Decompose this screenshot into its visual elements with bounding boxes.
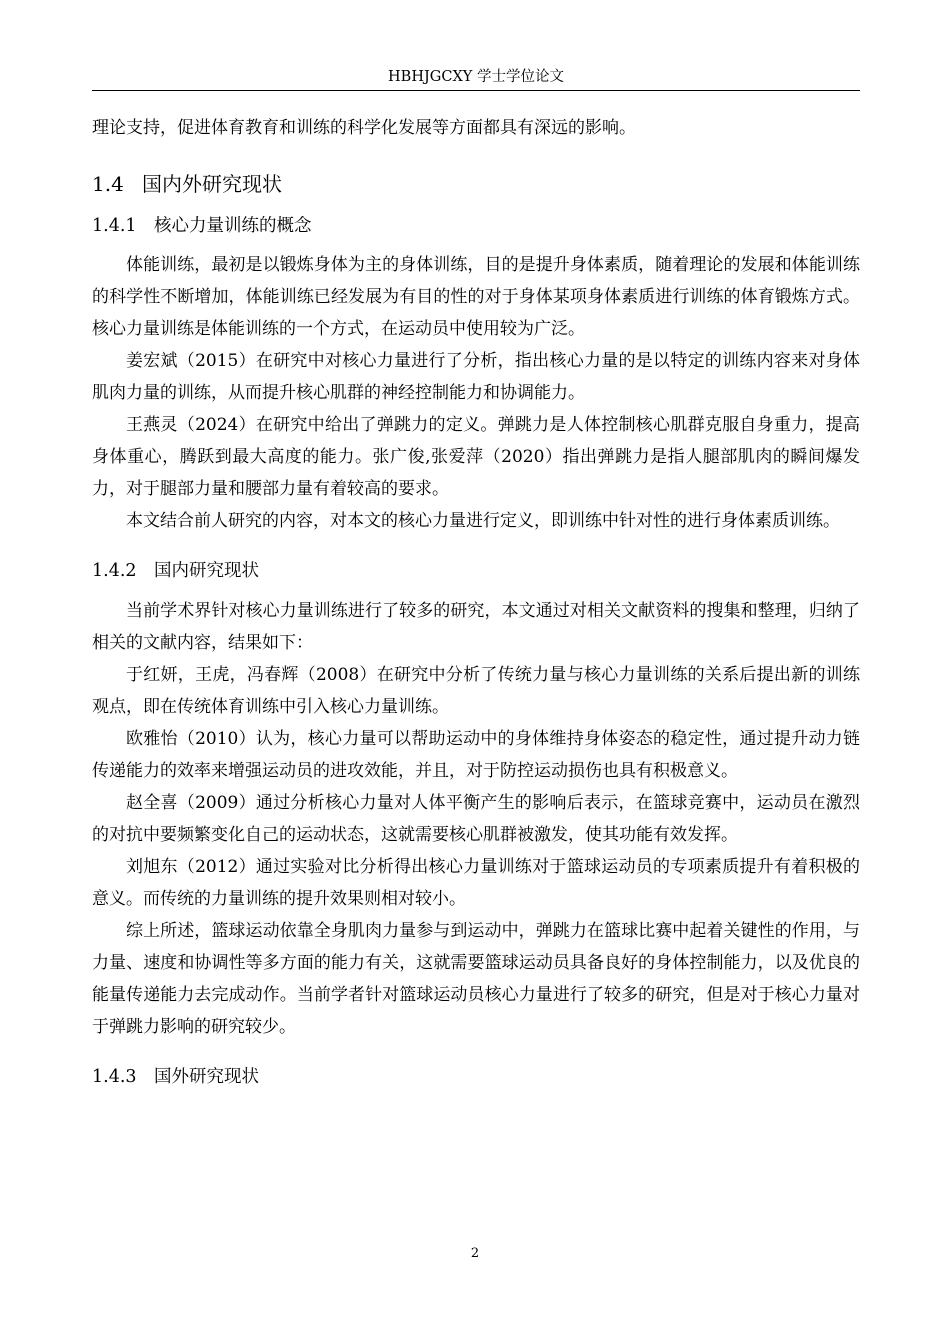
paragraph: 姜宏斌（2015）在研究中对核心力量进行了分析，指出核心力量的是以特定的训练内容来对身体肌肉力量的训练，从而提升核心肌群的神经控制能力和协调能力。 (92, 351, 860, 403)
paragraph: 当前学术界针对核心力量训练进行了较多的研究，本文通过对相关文献资料的搜集和整理，归纳了相关的文献内容，结果如下： (92, 601, 860, 653)
running-header: HBHJGCXY 学士学位论文 (92, 64, 860, 91)
paragraph: 欧雅怡（2010）认为，核心力量可以帮助运动中的身体维持身体姿态的稳定性，通过提升动力链传递能力的效率来增强运动员的进攻效能，并且，对于防控运动损伤也具有积极意义。 (92, 729, 860, 781)
subsection-title: 核心力量训练的概念 (154, 216, 312, 236)
paragraph-continuation: 理论支持，促进体育教育和训练的科学化发展等方面都具有深远的影响。 (92, 118, 636, 138)
subsection-number: 1.4.3 (92, 1067, 137, 1087)
page-body (92, 112, 860, 1093)
paragraph: 刘旭东（2012）通过实验对比分析得出核心力量训练对于篮球运动员的专项素质提升有着积极的意义。而传统的力量训练的提升效果则相对较小。 (92, 857, 860, 909)
subsection-number: 1.4.1 (92, 216, 137, 236)
paragraph: 王燕灵（2024）在研究中给出了弹跳力的定义。弹跳力是人体控制核心肌群克服自身重力，提高身体重心，腾跃到最大高度的能力。张广俊,张爱萍（2020）指出弹跳力是指人腿部肌肉的瞬间爆发力，对于腿部力量和腰部力量有着较高的要求。 (92, 415, 860, 499)
subsection-heading-1-4-1 (92, 210, 860, 242)
paragraph: 本文结合前人研究的内容，对本文的核心力量进行定义，即训练中针对性的进行身体素质训练。 (126, 511, 840, 531)
subsection-title: 国内研究现状 (154, 561, 259, 581)
section-title: 国内外研究现状 (142, 172, 282, 196)
page-number: 2 (470, 1246, 480, 1261)
subsection-title: 国外研究现状 (154, 1067, 259, 1087)
section-heading-1-4 (92, 168, 860, 200)
paragraph: 赵全喜（2009）通过分析核心力量对人体平衡产生的影响后表示，在篮球竞赛中，运动员在激烈的对抗中要频繁变化自己的运动状态，这就需要核心肌群被激发，使其功能有效发挥。 (92, 793, 860, 845)
subsection-heading-1-4-3 (92, 1061, 860, 1093)
subsection-number: 1.4.2 (92, 561, 137, 581)
paragraph: 于红妍，王虎，冯春辉（2008）在研究中分析了传统力量与核心力量训练的关系后提出新的训练观点，即在传统体育训练中引入核心力量训练。 (92, 665, 860, 717)
section-number: 1.4 (92, 172, 124, 196)
paragraph: 综上所述，篮球运动依靠全身肌肉力量参与到运动中，弹跳力在篮球比赛中起着关键性的作用，与力量、速度和协调性等多方面的能力有关，这就需要篮球运动员具备良好的身体控制能力，以及优良的能量传递能力去完成动作。当前学者针对篮球运动员核心力量进行了较多的研究，但是对于核心力量对于弹跳力影响的研究较少。 (92, 921, 860, 1037)
paragraph: 体能训练，最初是以锻炼身体为主的身体训练，目的是提升身体素质，随着理论的发展和体能训练的科学性不断增加，体能训练已经发展为有目的性的对于身体某项身体素质进行训练的体育锻炼方式。核心力量训练是体能训练的一个方式，在运动员中使用较为广泛。 (92, 255, 860, 339)
subsection-heading-1-4-2 (92, 555, 860, 587)
